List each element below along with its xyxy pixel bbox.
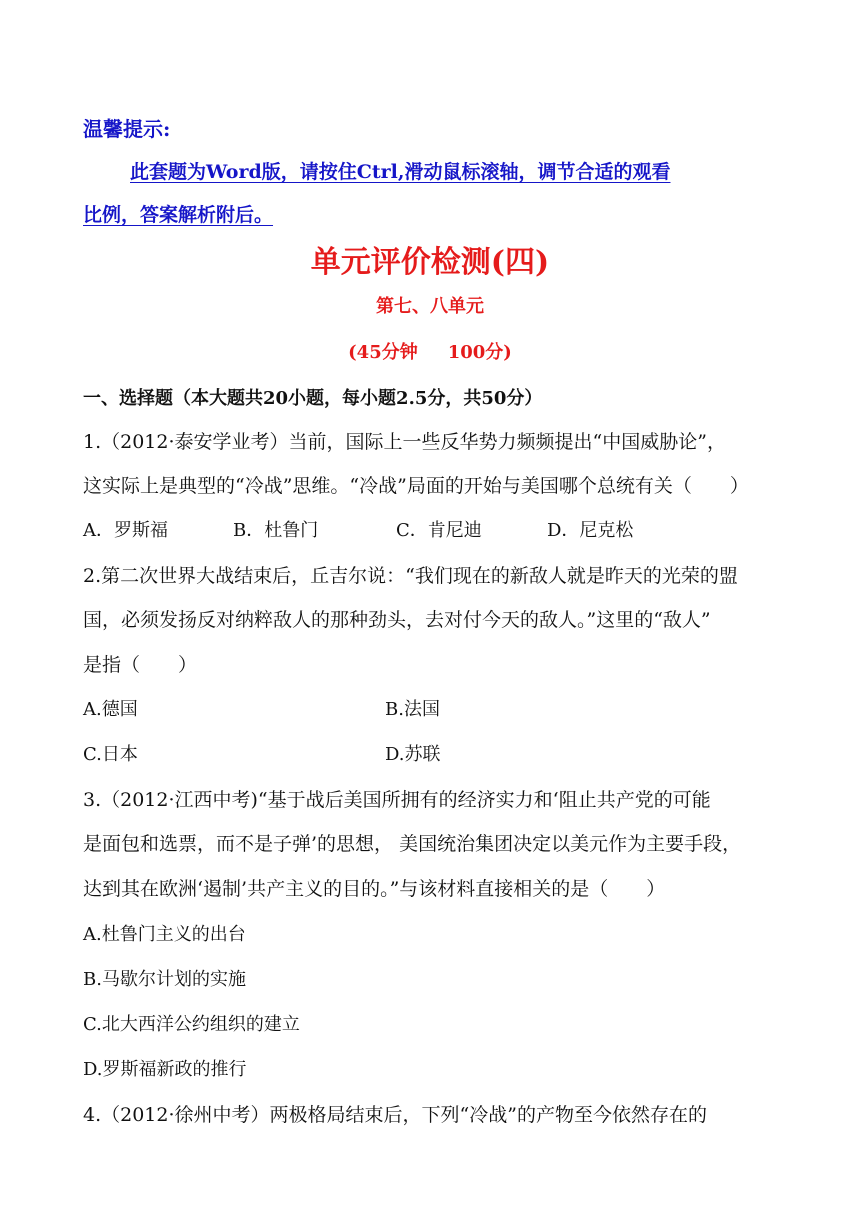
time-limit: (45分钟: [348, 342, 418, 363]
question-3-line-3: 达到其在欧洲‘遏制’共产主义的目的。”与该材料直接相关的是（ ）: [83, 878, 666, 900]
question-3-option-c: C.北大西洋公约组织的建立: [83, 1014, 300, 1035]
question-1-option-b: B．杜鲁门: [233, 520, 319, 541]
total-score: 100分): [447, 342, 512, 363]
tip-text-line-1: 此套题为Word版，请按住Ctrl,滑动鼠标滚轴，调节合适的观看: [130, 161, 671, 183]
page-subtitle: 第七、八单元: [376, 296, 484, 317]
question-2-line-2: 国，必须发扬反对纳粹敌人的那种劲头，去对付今天的敌人。”这里的“敌人”: [83, 609, 711, 631]
question-2-option-a: A.德国: [83, 699, 138, 720]
question-2-option-d: D.苏联: [385, 744, 441, 765]
question-4-line-1: 4.（2012·徐州中考）两极格局结束后，下列“冷战”的产物至今依然存在的: [83, 1104, 707, 1126]
question-3-line-1: 3.（2012·江西中考)“基于战后美国所拥有的经济实力和‘阻止共产党的可能: [83, 789, 711, 811]
question-2-line-1: 2.第二次世界大战结束后，丘吉尔说：“我们现在的新敌人就是昨天的光荣的盟: [83, 565, 738, 587]
time-and-score: [0, 341, 860, 365]
question-1-option-d: D．尼克松: [547, 520, 634, 541]
question-3-line-2: 是面包和选票，而不是子弹’的思想， 美国统治集团决定以美元作为主要手段，: [83, 833, 742, 855]
question-3-option-b: B.马歇尔计划的实施: [83, 969, 246, 990]
tip-heading: 温馨提示:: [83, 117, 171, 141]
question-1-line-2: 这实际上是典型的“冷战”思维。“冷战”局面的开始与美国哪个总统有关（ ）: [83, 475, 749, 497]
tip-text-line-2: 比例，答案解析附后。: [83, 204, 274, 226]
question-2-option-b: B.法国: [385, 699, 440, 720]
question-2-option-c: C.日本: [83, 744, 138, 765]
question-1-option-c: C．肯尼迪: [396, 520, 482, 541]
section-heading: 一、选择题（本大题共20小题，每小题2.5分，共50分）: [83, 388, 543, 409]
question-3-option-d: D.罗斯福新政的推行: [83, 1059, 247, 1080]
question-2-line-3: 是指（ ）: [83, 654, 198, 676]
page-title: 单元评价检测(四): [310, 245, 550, 280]
question-1-option-a: A．罗斯福: [83, 520, 168, 541]
question-3-option-a: A.杜鲁门主义的出台: [83, 924, 246, 945]
question-1-line-1: 1.（2012·泰安学业考）当前，国际上一些反华势力频频提出“中国威胁论”，: [83, 431, 726, 453]
